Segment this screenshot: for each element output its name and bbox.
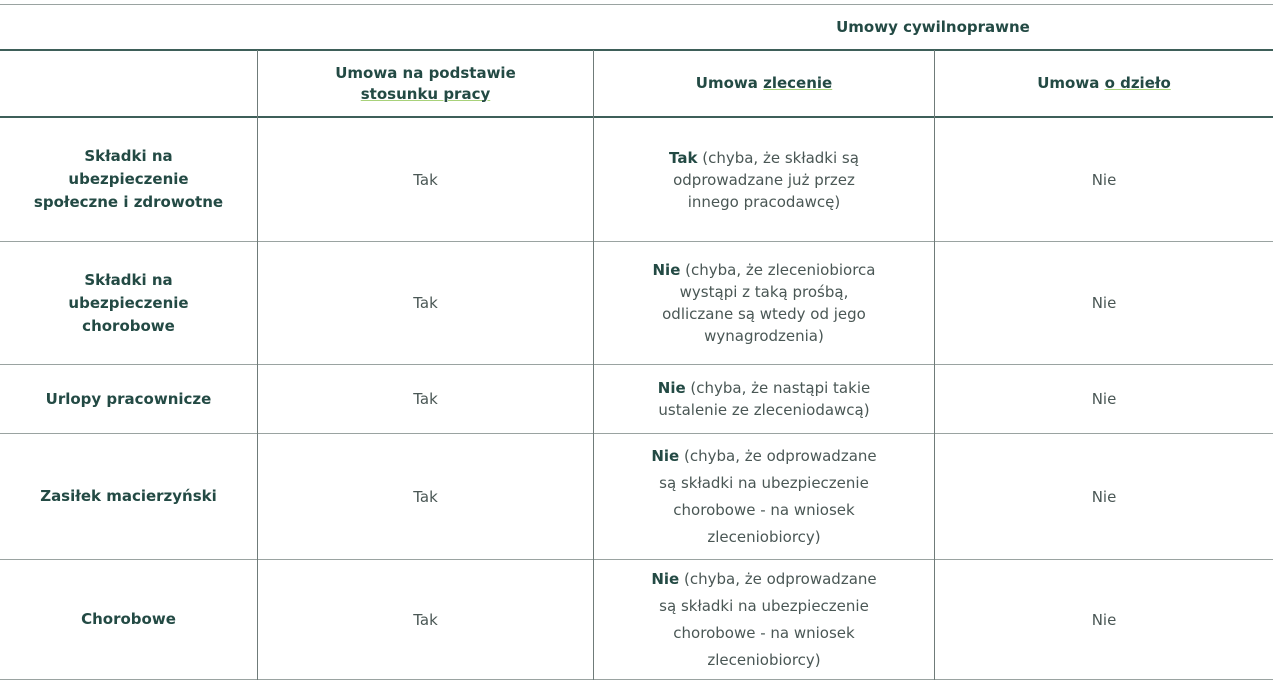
column-header-line: stosunku pracy [360, 84, 491, 103]
cell-value-note: (chyba, że odprowadzane są składki na ubezpieczenie chorobowe - na wniosek zleceniobiorcy) [659, 569, 877, 669]
table-cell-specific-work [935, 434, 1273, 559]
table-cell-employment [258, 118, 593, 241]
table-bottom-border [0, 679, 1273, 680]
column-header-main: o dzieło [1104, 74, 1171, 92]
cell-value [662, 147, 866, 213]
column-header-specific-work [935, 51, 1273, 116]
cell-value-bold: Nie [657, 379, 686, 397]
row-label: Zasiłek macierzyński [40, 487, 217, 505]
row-header [0, 560, 257, 679]
cell-value [644, 443, 884, 551]
cell-value [646, 377, 882, 421]
table-cell-employment [258, 560, 593, 679]
row-header [0, 365, 257, 433]
column-header-mandate [594, 51, 934, 116]
cell-value [644, 566, 884, 674]
cell-value-note: (chyba, że składki są odprowadzane już przez innego pracodawcę) [673, 148, 859, 211]
table-cell-specific-work [935, 242, 1273, 364]
table-cell-employment [258, 434, 593, 559]
cell-value-bold: Nie [651, 446, 680, 465]
table-cell-mandate [594, 434, 934, 559]
cell-value-note: (chyba, że zleceniobiorca wystąpi z taką prośbą, odliczane są wtedy od jego wynagrodzenia) [662, 261, 876, 345]
cell-value: Tak [413, 390, 438, 408]
table-cell-mandate [594, 560, 934, 679]
cell-value: Nie [1091, 294, 1117, 312]
cell-value: Nie [1091, 610, 1117, 629]
cell-value-note: (chyba, że nastąpi takie ustalenie ze zleceniodawcą) [658, 379, 871, 419]
column-header-prefix: Umowa [695, 74, 764, 92]
group-header-civil-contracts [593, 5, 1273, 49]
table-cell-employment [258, 365, 593, 433]
cell-value: Tak [413, 487, 438, 506]
cell-value: Tak [413, 170, 438, 189]
column-header-employment [258, 51, 593, 116]
table-cell-employment [258, 242, 593, 364]
cell-value: Nie [1091, 170, 1117, 189]
column-header-main: zlecenie [763, 74, 833, 92]
cell-value [642, 259, 886, 347]
table-cell-specific-work [935, 365, 1273, 433]
cell-value-note: (chyba, że odprowadzane są składki na ubezpieczenie chorobowe - na wniosek zleceniobiorcy) [659, 446, 877, 546]
table-cell-mandate [594, 118, 934, 241]
cell-value: Tak [413, 294, 438, 312]
row-header [0, 242, 257, 364]
cell-value: Tak [413, 610, 438, 629]
row-label: Składki na ubezpieczenie społeczne i zdrowotne [33, 147, 224, 211]
column-header-line: Umowa na podstawie [335, 63, 516, 82]
row-label: Chorobowe [81, 610, 176, 628]
cell-value-bold: Nie [652, 261, 681, 279]
row-label: Urlopy pracownicze [45, 389, 212, 408]
table-cell-specific-work [935, 118, 1273, 241]
table-cell-mandate [594, 365, 934, 433]
row-header [0, 118, 257, 241]
row-label: Składki na ubezpieczenie chorobowe [68, 270, 189, 335]
cell-value: Nie [1091, 390, 1117, 408]
cell-value: Nie [1091, 487, 1117, 506]
cell-value-bold: Nie [651, 569, 680, 588]
cell-value-bold: Tak [669, 148, 698, 167]
group-header-label: Umowy cywilnoprawne [836, 17, 1030, 36]
table-cell-mandate [594, 242, 934, 364]
table-cell-specific-work [935, 560, 1273, 679]
column-header-prefix: Umowa [1037, 74, 1105, 92]
row-header [0, 434, 257, 559]
